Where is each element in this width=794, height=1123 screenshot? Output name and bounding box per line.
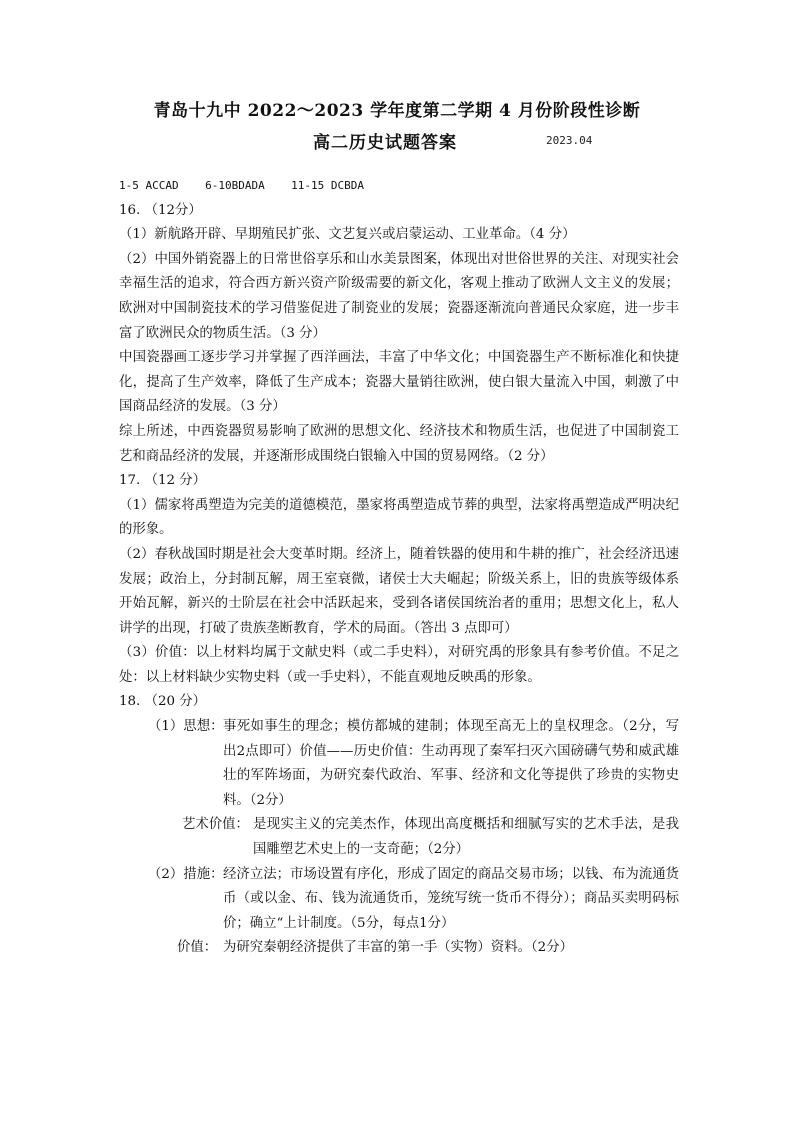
question-17 [119,469,679,690]
q16-part2-europe: （2）中国外销瓷器上的日常世俗享乐和山水美景图案，体现出对世俗世界的关注、对现实社会幸福生活的追求，符合西方新兴资产阶级需要的新文化，客观上推动了欧洲人文主义的发展；欧洲对中国制瓷技术的学习借鉴促进了制瓷业的发展；瓷器逐渐流向普通民众家庭，进一步丰富了欧洲民众的物质生活。（3 分） [119,251,679,341]
exam-date: 2023.04 [546,134,593,147]
q18-heading: 18. （20 分） [119,694,207,710]
multiple-choice-answers: 1-5 ACCAD 6-10BDADA 11-15 DCBDA [119,179,365,192]
q18-part2 [148,863,679,937]
q18-part2-label: （2）措施： [148,866,224,882]
q18-part2-text: 经济立法；市场设置有序化，形成了固定的商品交易市场；以钱、布为流通货币（或以金、布、钱为流通货币，笼统写统一货币不得分）；商品买卖明码标价；确立“上计制度。（5分，每点1分） [223,866,679,931]
question-16 [119,199,679,470]
q18-part1-text: 事死如事生的理念；模仿都城的建制；体现至高无上的皇权理念。（2分，写出2点即可）价值——历史价值：生动再现了秦军扫灭六国磅礴气势和威武雄壮的军阵场面，为研究秦代政治、军事、经济和文化等提供了珍贵的实物史料。（2分） [223,719,679,808]
q18-value [177,936,679,961]
q17-part3: （3）价值：以上材料均属于文献史料（或二手史料），对研究禹的形象具有参考价值。不足之处：以上材料缺少实物史料（或一手史料），不能直观地反映禹的形象。 [119,645,679,685]
q18-part1-label: （1）思想： [148,719,224,735]
q18-value-text: 为研究秦朝经济提供了丰富的第一手（实物）资料。（2分） [223,940,573,956]
q16-heading: 16. （12分） [119,202,202,218]
q18-art-text: 是现实主义的完美杰作，体现出高度概括和细腻写实的艺术手法，是我国雕塑艺术史上的一支奇葩；（2分） [253,817,679,858]
q18-part1 [148,715,679,813]
exam-title: 青岛十九中 2022～2023 学年度第二学期 4 月份阶段性诊断 [153,101,641,121]
q18-value-label: 价值： [177,940,218,956]
question-18 [119,690,679,961]
q18-art-value [182,813,679,862]
q17-heading: 17. （12 分） [119,473,207,489]
answer-body [119,174,679,961]
q16-part1: （1）新航路开辟、早期殖民扩张、文艺复兴或启蒙运动、工业革命。（4 分） [119,227,576,243]
q16-part2-china: 中国瓷器画工逐步学习并掌握了西洋画法，丰富了中华文化；中国瓷器生产不断标准化和快捷化，提高了生产效率，降低了生产成本；瓷器大量销往欧洲，使白银大量流入中国，刺激了中国商品经济的发展。（3 分） [119,350,679,415]
q18-art-label: 艺术价值： [182,817,249,833]
q17-part2: （2）春秋战国时期是社会大变革时期。经济上，随着铁器的使用和牛耕的推广，社会经济迅速发展；政治上，分封制瓦解，周王室衰微，诸侯士大夫崛起；阶级关系上，旧的贵族等级体系开始瓦解，新兴的士阶层在社会中活跃起来，受到各诸侯国统治者的重用；思想文化上，私人讲学的出现，打破了贵族垄断教育，学术的局面。（答出 3 点即可） [119,546,679,636]
exam-subtitle: 高二历史试题答案 [313,133,457,153]
q16-part2-summary: 综上所述，中西瓷器贸易影响了欧洲的思想文化、经济技术和物质生活，也促进了中国制瓷工艺和商品经济的发展，并逐渐形成围绕白银输入中国的贸易网络。（2 分） [119,423,679,464]
q17-part1: （1）儒家将禹塑造为完美的道德模范，墨家将禹塑造成节葬的典型，法家将禹塑造成严明决纪的形象。 [119,497,679,538]
